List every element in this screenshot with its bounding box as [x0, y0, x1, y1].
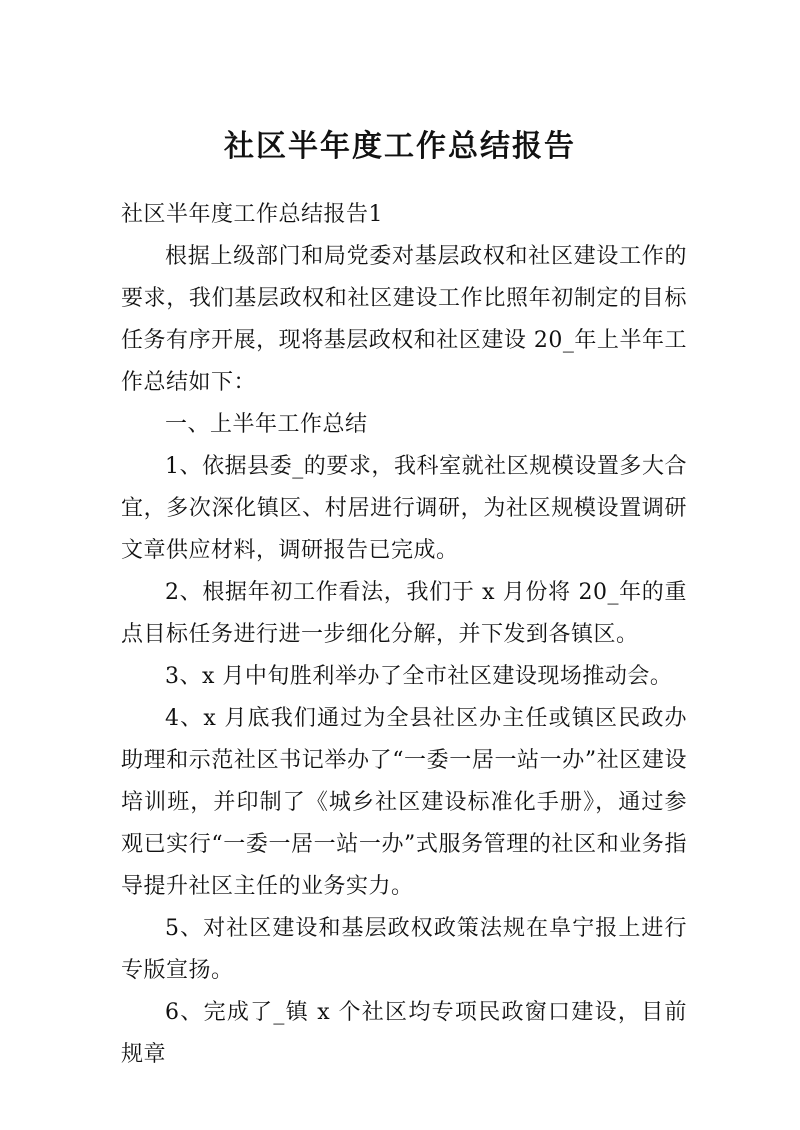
paragraph-intro: 根据上级部门和局党委对基层政权和社区建设工作的要求，我们基层政权和社区建设工作比照年初制定的目标任务有序开展，现将基层政权和社区建设 20_年上半年工作总结如下： — [121, 244, 687, 395]
paragraph-item-2: 2、根据年初工作看法，我们于 x 月份将 20_年的重点目标任务进行进一步细化分解，并下发到各镇区。 — [121, 580, 687, 647]
paragraph-item-6: 6、完成了_镇 x 个社区均专项民政窗口建设，目前规章 — [121, 1000, 687, 1067]
section-subtitle: 社区半年度工作总结报告1 — [121, 202, 383, 227]
document-body — [121, 194, 687, 1076]
document-title: 社区半年度工作总结报告 — [224, 129, 576, 164]
paragraph-item-3: 3、x 月中旬胜利举办了全市社区建设现场推动会。 — [165, 664, 673, 689]
section-heading: 一、上半年工作总结 — [165, 412, 368, 437]
paragraph-item-1: 1、依据县委_的要求，我科室就社区规模设置多大合宜，多次深化镇区、村居进行调研，为社区规模设置调研文章供应材料，调研报告已完成。 — [121, 454, 687, 563]
paragraph-item-5: 5、对社区建设和基层政权政策法规在阜宁报上进行专版宣扬。 — [121, 916, 687, 983]
paragraph-item-4: 4、x 月底我们通过为全县社区办主任或镇区民政办助理和示范社区书记举办了“一委一居一站一办”社区建设培训班，并印制了《城乡社区建设标准化手册》，通过参观已实行“一委一居一站一办”式服务管理的社区和业务指导提升社区主任的业务实力。 — [121, 706, 687, 899]
